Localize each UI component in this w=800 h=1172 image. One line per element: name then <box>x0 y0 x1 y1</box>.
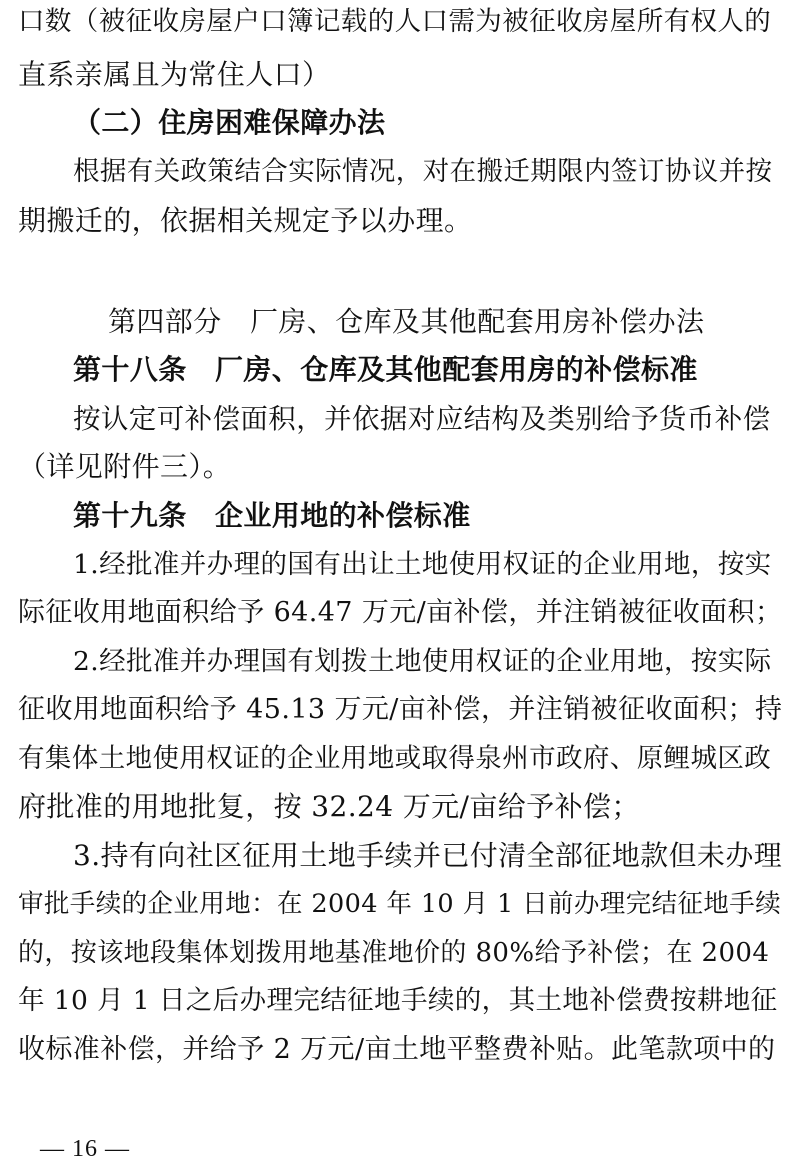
body-text-line: 的，按该地段集体划拨用地基准地价的 80%给予补偿；在 2004 <box>18 938 770 968</box>
body-text-line: 按认定可补偿面积，并依据对应结构及类别给予货币补偿 <box>73 403 771 435</box>
body-text-line: 1.经批准并办理的国有出让土地使用权证的企业用地，按实 <box>73 549 772 580</box>
body-text-line: 3.持有向社区征用土地手续并已付清全部征地款但未办理 <box>73 839 783 872</box>
page-number: — 16 — <box>40 1136 130 1162</box>
article-heading: 第十八条 厂房、仓库及其他配套用房的补偿标准 <box>73 353 698 386</box>
section-heading: （二）住房困难保障办法 <box>73 106 386 139</box>
body-text-line: 2.经批准并办理国有划拨土地使用权证的企业用地，按实际 <box>73 646 772 677</box>
body-text-line: 府批准的用地批复，按 32.24 万元/亩给予补偿； <box>18 790 640 823</box>
body-text-line: 有集体土地使用权证的企业用地或取得泉州市政府、原鲤城区政 <box>18 743 772 774</box>
body-text-line: 际征收用地面积给予 64.47 万元/亩补偿，并注销被征收面积； <box>18 597 783 628</box>
body-text-line: 口数（被征收房屋户口簿记载的人口需为被征收房屋所有权人的 <box>18 6 772 37</box>
body-text-line: 根据有关政策结合实际情况，对在搬迁期限内签订协议并按 <box>73 156 773 187</box>
part-title: 第四部分 厂房、仓库及其他配套用房补偿办法 <box>108 305 705 338</box>
article-heading: 第十九条 企业用地的补偿标准 <box>73 499 471 532</box>
body-text-line: 直系亲属且为常住人口） <box>18 58 331 91</box>
body-text-line: 征收用地面积给予 45.13 万元/亩补偿，并注销被征收面积；持 <box>18 694 783 725</box>
body-text-line: 审批手续的企业用地：在 2004 年 10 月 1 日前办理完结征地手续 <box>18 889 782 919</box>
body-text-line: 收标准补偿，并给予 2 万元/亩土地平整费补贴。此笔款项中的 <box>18 1034 776 1065</box>
body-text-line: （详见附件三）。 <box>18 450 232 483</box>
body-text-line: 期搬迁的，依据相关规定予以办理。 <box>18 204 473 237</box>
body-text-line: 年 10 月 1 日之后办理完结征地手续的，其土地补偿费按耕地征 <box>18 985 778 1016</box>
